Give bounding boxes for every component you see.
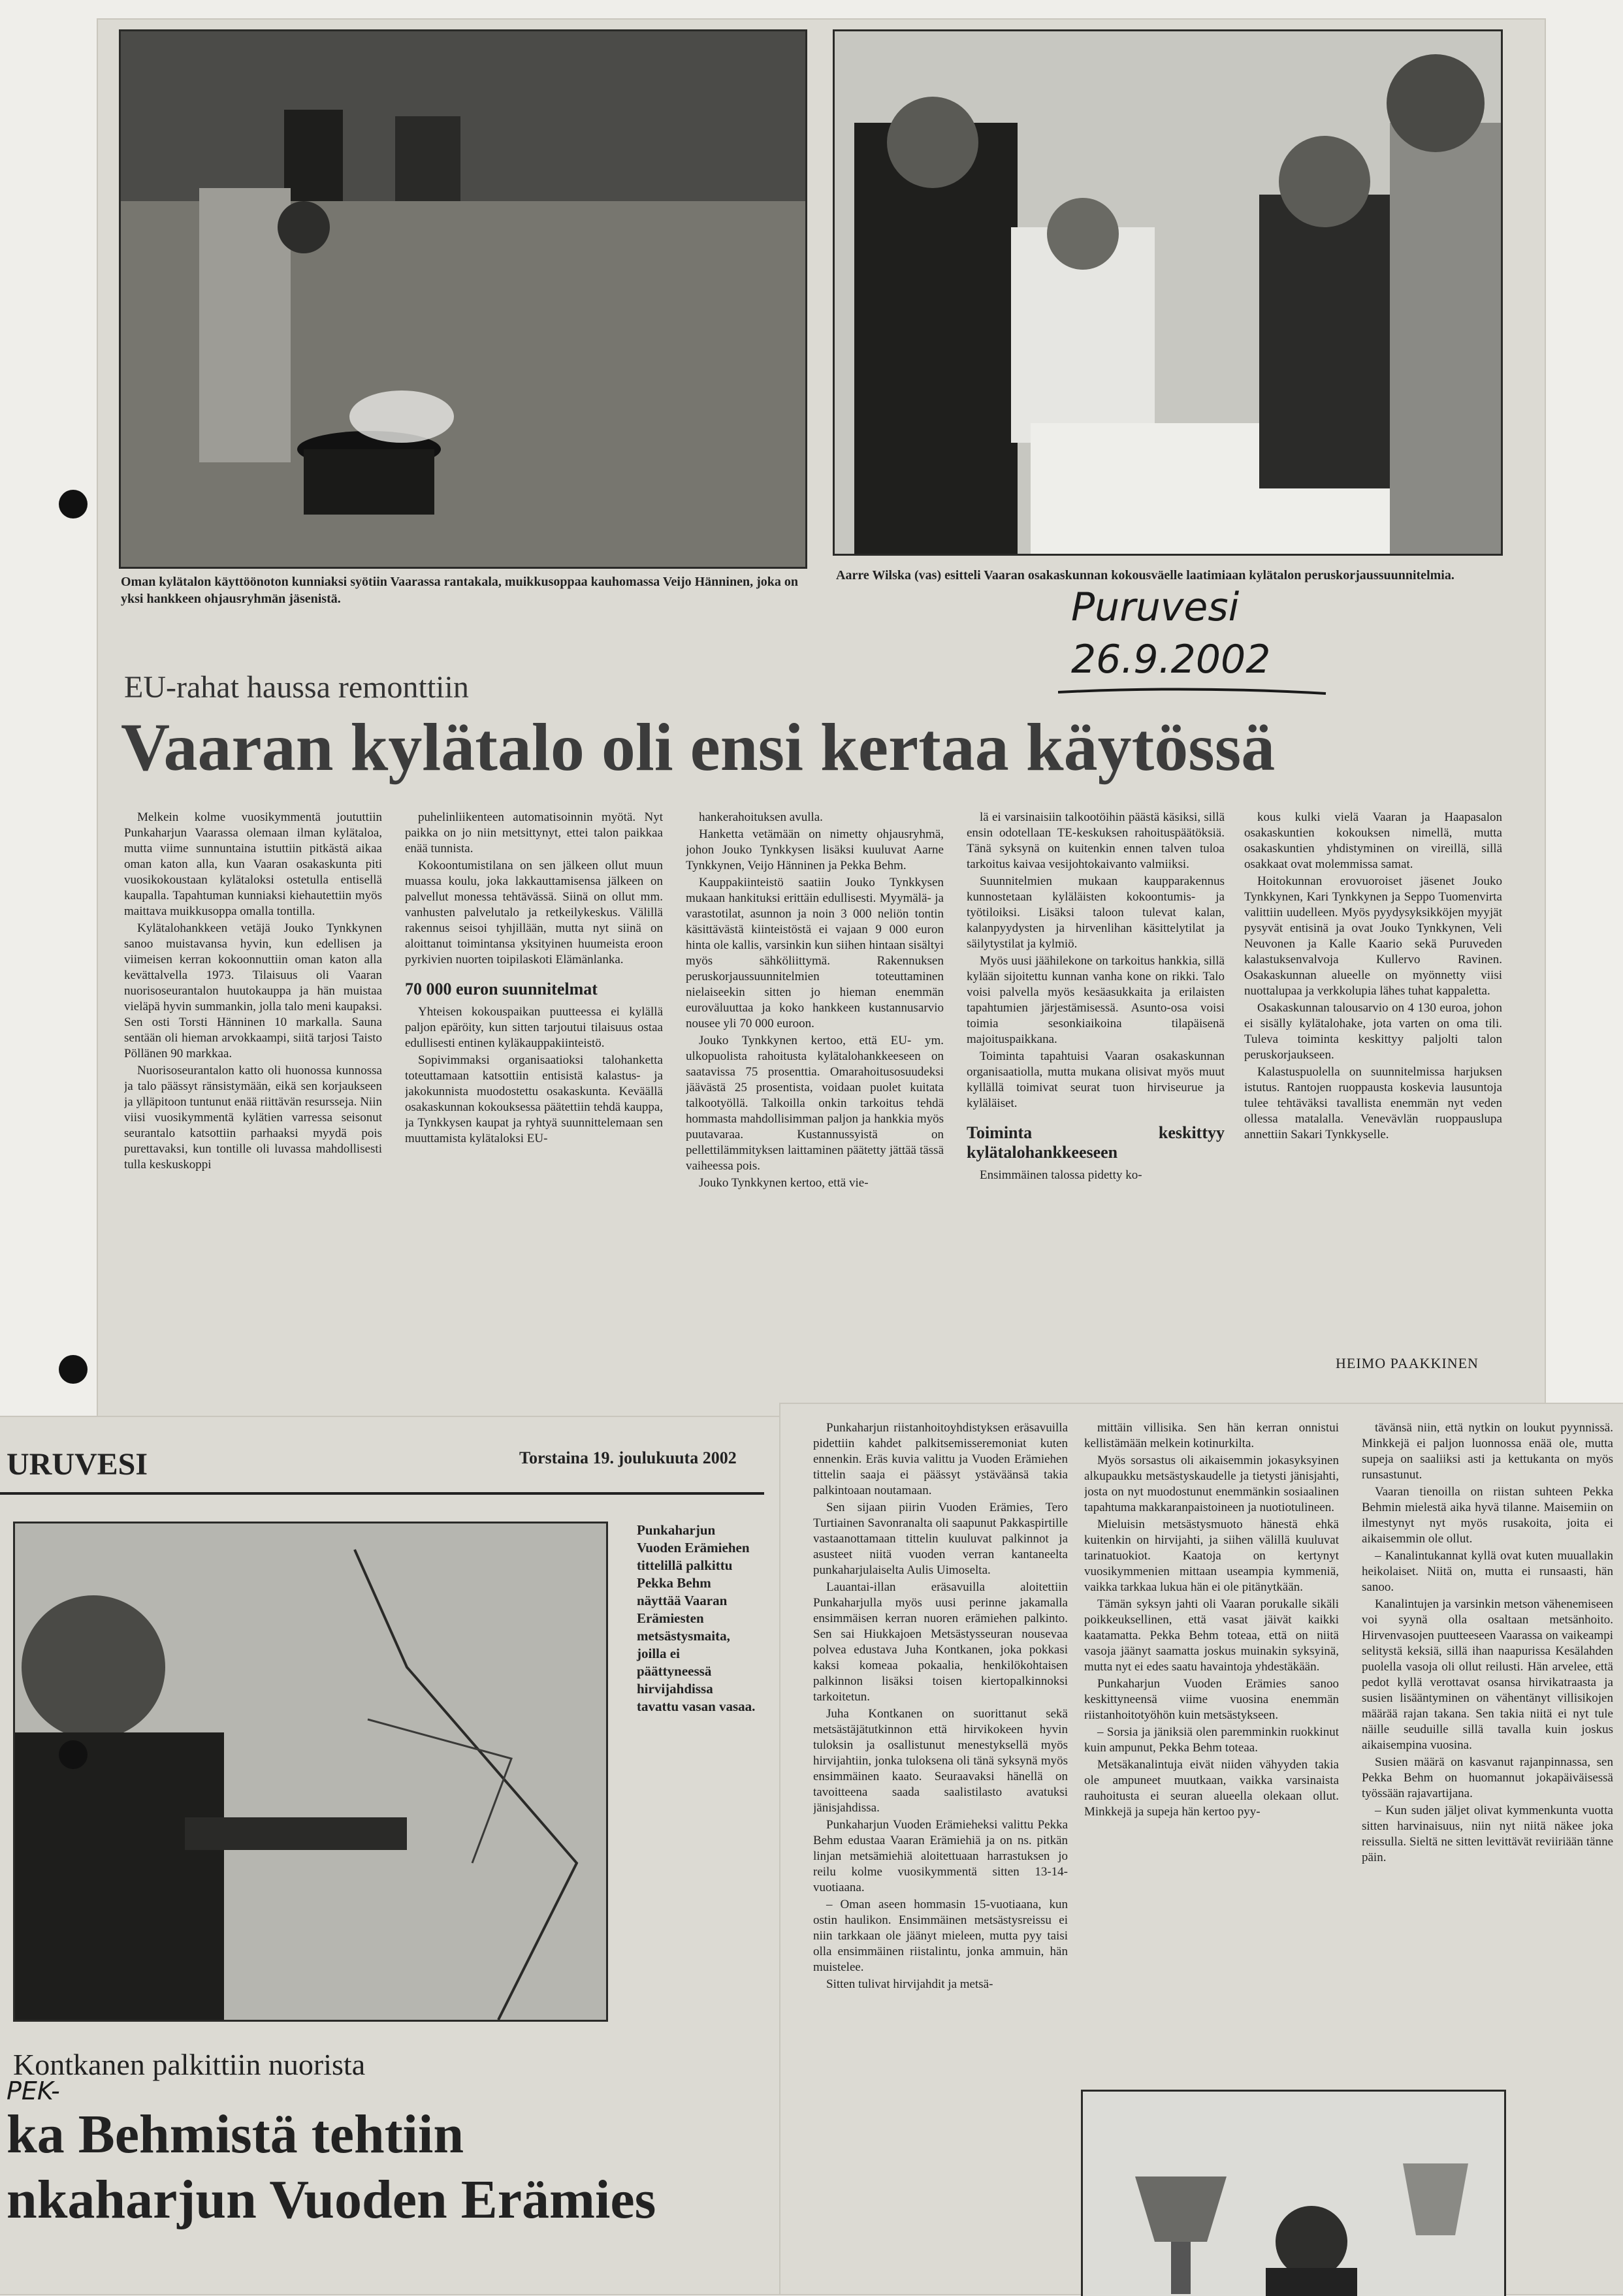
handwriting-underline bbox=[1058, 686, 1332, 699]
photo-caption-right: Aarre Wilska (vas) esitteli Vaaran osakaskunnan kokousväelle laatimiaan kylätalon peruskorjaussuunnitelmia. bbox=[836, 568, 1454, 582]
paragraph: Kokoontumistilana on sen jälkeen ollut muun muassa koulu, joka lakkauttamisensa jälkeen on palvellut monessa tehtävässä. Siinä on ollut mm. vanhusten palvelutalo ja retkeilykeskus. Välillä rakennus seisoi tyhjillään, mutta nyt siinä on aloittanut toimintansa yksityinen huumeista eroon pyrkivien nuorten toipilaskoti Elämänlanka. bbox=[405, 859, 663, 966]
paragraph: tävänsä niin, että nytkin on loukut pyynnissä. Minkkejä ei paljon luonnossa enää ole, mutta supeja on saaliiksi asti ja kettukanta on myös runsastunut. bbox=[1362, 1421, 1613, 1482]
paragraph: Sitten tulivat hirvijahdit ja metsä- bbox=[826, 1977, 993, 1991]
paragraph: puhelinliikenteen automatisoinnin myötä. Nyt paikka on jo niin metsittynyt, ettei talon paikkaa enää tunnista. bbox=[405, 810, 663, 855]
masthead-rule bbox=[0, 1492, 764, 1495]
paragraph: Toiminta tapahtuisi Vaaran osakaskunnan organisaatiolla, mutta mukana olisivat myös muut kyllällä toimivat seurat tuon hirviseurue ja kyläläiset. bbox=[967, 1049, 1225, 1110]
article2-kicker: Kontkanen palkittiin nuorista bbox=[13, 2048, 366, 2081]
paragraph: Jouko Tynkkynen kertoo, että vie- bbox=[699, 1176, 869, 1190]
paragraph: mittäin villisika. Sen hän kerran onnistui kellistämään melkein kotinurkilta. bbox=[1084, 1421, 1339, 1450]
paragraph: Myös uusi jäähilekone on tarkoitus hankkia, sillä kylään sijoitettu kunnan vanha kone on rikki. Talo voisi palvella myös kesäasukkaita ja erilaisten tapahtumien järjestämisessä. Asunto-osa voisi toimia sesonkiaikoina tilapäisenä majoituspaikkana. bbox=[967, 954, 1225, 1046]
paragraph: Punkaharjun Vuoden Erämieheksi valittu Pekka Behm edustaa Vaaran Erämiehiä ja on ns. pitkän linjan metsämiehiä aloitettuaan harrastuksen jo reilu kolme vuosikymmentä sitten 13-14-vuotiaana. bbox=[813, 1818, 1068, 1894]
paragraph: Tämän syksyn jahti oli Vaaran porukalle sikäli poikkeuksellinen, että vasat jäivät kaikki kaatamatta. Pekka Behm toteaa, että on niitä vasoja jäänyt saamatta joskus muinakin syksyinä, mutta nyt ei edes saatu havaintoja yhdestäkään. bbox=[1084, 1597, 1339, 1674]
paragraph: Jouko Tynkkynen kertoo, että EU- ym. ulkopuolista rahoitusta kylätalohankkeeseen on saatavissa 75 prosenttia. Omarahoitusosuudeksi jäävästä 25 prosentista, voidaan puolet kuitata talkootyöllä. Talkoilla onkin tarkoitus tehdä hommasta mahdollisimman paljon ja hankkia myös puutavaraa. Kustannussyistä on pellettilämmityksen laittaminen päätetty jättää tässä vaiheessa pois. bbox=[686, 1034, 944, 1173]
paragraph: – Kun suden jäljet olivat kymmenkunta vuotta sitten harvinaisuus, niin nyt niitä näkee joka reissulla. Sieltä ne sitten levittävät reviiriään tänne päin. bbox=[1362, 1804, 1613, 1864]
photo-map-pointing bbox=[13, 1522, 608, 2022]
paragraph: Juha Kontkanen on suorittanut sekä metsästäjätutkinnon että hirvikokeen hyvin tuloksin ja osallistunut menestyksellä myös hirvijahtiin, jonka tuloksena oli tänä syksynä myös ensimmäinen kaato. Seuraavaksi hänellä on tavoitteena saada saalistilasto avatuksi jänisjahdissa. bbox=[813, 1707, 1068, 1815]
paragraph: Punkaharjun riistanhoitoyhdistyksen eräsavuilla pidettiin kahdet palkitsemisseremoniat kuten ennenkin. Eräs kuvia valittu ja Vuoden Erämiehen tittelin saaja ei päässyt ystäväänsä takia palkintoaan noutamaan. bbox=[813, 1421, 1068, 1497]
subheading: 70 000 euron suunnitelmat bbox=[405, 980, 598, 998]
paragraph: Yhteisen kokouspaikan puutteessa ei kylällä paljon epäröity, kun sitten tarjoutui tilaisuus ostaa edullisesti entinen kyläkauppakiinteistö. bbox=[405, 1005, 663, 1050]
paragraph: Lauantai-illan eräsavuilla aloitettiin Punkaharjulla myös uusi perinne jakamalla ensimmäisen kerran nuoren erämiehen palkinto. Sen sai Hiukkajoen Metsästysseuran nousevaa polvea edustava Juha Kontkanen, joka pokkasi kaksi komeaa pokaalia, henkilökohtaisen palkinnon lisäksi toisen kiertopalkinnoksi tarkoitetun. bbox=[813, 1580, 1068, 1704]
paragraph: lä ei varsinaisiin talkootöihin päästä käsiksi, sillä ensin odotellaan TE-keskuksen rahoituspäätöksiä. Tänä syksynä on kuitenkin ennen talven tuloa tarkoitus kaivaa vesijohtokaivanto valmiiksi. bbox=[967, 810, 1225, 871]
article2-column-3 bbox=[1362, 1420, 1613, 2073]
paragraph: Melkein kolme vuosikymmentä joututtiin Punkaharjun Vaarassa olemaan ilman kylätaloa, mutta viime sunnuntaina istuttiin pitkästä aikaa oman katon alla, kun Vaaran osakaskunta piti vuosikokoustaan kylätaloksi ostetulla entisellä kaupalla. Tapahtuman kunniaksi kiehautettiin myös maittava muikkusoppa omalla tontilla. bbox=[124, 810, 382, 918]
article2-column-2 bbox=[1084, 1420, 1339, 2073]
paragraph: Nuorisoseurantalon katto oli huonossa kunnossa ja talo päässyt ränsistymään, eikä sen korjaukseen ja ylläpitoon tuntunut enää riittävän resursseja. Niin viisi vuosikymmentä kylätien varressa seisonut seurantalo katsottiin parhaaksi myydä pois purettavaksi, kun tontille oli luvassa mahdollisesti tulla keskuskoppi bbox=[124, 1064, 382, 1172]
article-column-4 bbox=[967, 810, 1225, 1411]
paragraph: Kanalintujen ja varsinkin metson vähenemiseen voi syynä olla osaltaan metsänhoito. Hirvenvasojen puutteeseen Vaarassa on vaikeampi selitystä keksiä, sillä ihan naapurissa Kesälahden puolella vasoja oli ollut reilusti. Hän arvelee, että pedot kyllä verottavat osansa hirvikatraasta ja susien lisääntyminen on vähentänyt villisikojen määrää rajan takana. Sen takia niitä ei nyt tule näille seuduille sillä tavalla kuin joskus aikaisempina vuosina. bbox=[1362, 1597, 1613, 1752]
paragraph: Osakaskunnan talousarvio on 4 130 euroa, johon ei sisälly kylätalohake, jota varten on oma tili. Tuleva toiminta keskittyy paljolti talon peruskorjaukseen. bbox=[1244, 1001, 1502, 1062]
photo-caption-map: Punkaharjun Vuoden Erämiehen tittelillä palkittu Pekka Behm näyttää Vaaran Erämiesten metsästysmaita, joilla ei päättyneessä hirvijahdissa tavattu vasan vasaa. bbox=[637, 1522, 756, 1714]
planning-scene-graphic bbox=[835, 31, 1501, 554]
paragraph: Ensimmäinen talossa pidetty ko- bbox=[980, 1168, 1142, 1182]
handwritten-source: Puruvesi bbox=[1071, 584, 1240, 630]
handwritten-date: 26.9.2002 bbox=[1071, 637, 1271, 682]
photo-fish-soup-cooking bbox=[119, 29, 807, 569]
handwritten-note: PEK- bbox=[7, 2077, 60, 2105]
paragraph: Punkaharjun Vuoden Erämies sanoo keskittyneensä viime vuosina enemmän riistanhoitotyöhön kuin metsästykseen. bbox=[1084, 1677, 1339, 1722]
paragraph: Vaaran tienoilla on riistan suhteen Pekka Behmin mielestä aika hyvä tilanne. Maisemiin on ilmestynyt nyt myös rusakoita, joita ei aikaisemmin ole ollut. bbox=[1362, 1485, 1613, 1546]
paragraph: – Kanalintukannat kyllä ovat kuten muuallakin heikolaiset. Niitä on, mutta ei runsaasti, hän sanoo. bbox=[1362, 1549, 1613, 1594]
paragraph: Kylätalohankkeen vetäjä Jouko Tynkkynen sanoo muistavansa hyvin, kun edellisen ja viimeisen kerran kokoonnuttiin oman katon alla kevättalvella 1973. Tilaisuus oli Vaaran nuorisoseurantalon huutokauppa ja hän muistaa vieläpä hyvin summankin, jolla talo meni kaupaksi. Sen osti Torsti Hänninen 10 markalla. Sauna sentään oli hieman arvokkaampi, siitä tarjosi Taisto Pöllänen 90 markkaa. bbox=[124, 921, 382, 1060]
cooking-scene-graphic bbox=[121, 31, 805, 567]
map-scene-graphic bbox=[15, 1523, 606, 2020]
photo-renovation-plans bbox=[833, 29, 1503, 556]
paragraph: Susien määrä on kasvanut rajanpinnassa, sen Pekka Behm on huomannut jokapäiväisessä työssään rajavartijana. bbox=[1362, 1755, 1613, 1800]
paragraph: hankerahoituksen avulla. bbox=[699, 810, 823, 824]
punch-hole bbox=[59, 490, 88, 518]
article-column-1 bbox=[124, 810, 382, 1411]
paragraph: – Oman aseen hommasin 15-vuotiaana, kun ostin haulikon. Ensimmäinen metsästysreissu ei niin tarkkaan ole jäänyt mieleen, mutta pyy taisi olla ensimmäinen riistalintu, jonka ammuin, hän muistelee. bbox=[813, 1898, 1068, 1974]
byline: HEIMO PAAKKINEN bbox=[1336, 1355, 1479, 1371]
article-column-3 bbox=[686, 810, 944, 1411]
newspaper-date: Torstaina 19. joulukuuta 2002 bbox=[519, 1448, 737, 1467]
article2-headline-line1: ka Behmistä tehtiin bbox=[7, 2104, 464, 2165]
punch-hole bbox=[59, 1740, 88, 1769]
article-headline: Vaaran kylätalo oli ensi kertaa käytössä bbox=[121, 710, 1276, 785]
newspaper-masthead: URUVESI bbox=[7, 1447, 148, 1482]
paragraph: Kauppakiinteistö saatiin Jouko Tynkkysen mukaan hankituksi erittäin edullisesti. Myymälä- ja varastotilat, asunnon ja noin 3 000 neliön tontin käsittävästä kiinteistöstä ei vajaan 9 000 euron hinta ole kallis, varsinkin kun siihen hintaan sisältyi myös sähköliittymä. Rakennuksen peruskorjaussuunnitelmien toteuttaminen nielaiseekin sitten jo hieman enemmän euroväluuttaa ja koko hankkeen kustannusarvio nousee yli 70 000 euroon. bbox=[686, 876, 944, 1030]
paragraph: Metsäkanalintuja eivät niiden vähyyden takia ole ampuneet muutkaan, vaikka varsinaista rauhoitusta ei seuran alueella olekaan ollut. Minkkejä ja supeja hän kertoo pyy- bbox=[1084, 1758, 1339, 1819]
photo-caption-left: Oman kylätalon käyttöönoton kunniaksi syötiin Vaarassa rantakala, muikkusoppaa kauhomassa Veijo Hänninen, joka on yksi hankkeen ohjausryhmän jäsenistä. bbox=[121, 575, 798, 606]
paragraph: Hoitokunnan erovuoroiset jäsenet Jouko Tynkkynen, Kari Tynkkynen ja Seppo Tuomenvirta valittiin uudelleen. Myös pyydysyksikköjen myyjät pysyvät entisinä ja ovat Jouko Tynkkynen, Veli Neuvonen ja Kalle Kaario sekä Puruveden kalastuksenvalvoja Kullervo Ravinen. Osakaskunnan alueelle on myönnetty viisi nuottalupaa ja verkkolupia lähes tuhat kappaletta. bbox=[1244, 874, 1502, 998]
paragraph: Kalastuspuolella on suunnitelmissa harjuksen istutus. Rantojen ruoppausta koskevia lausuntoja tulee tehtäväksi tavallista enemmän nyt veden ollessa matalalla. Venevävlän ruoppauslupa annettiin Sakari Tynkkyselle. bbox=[1244, 1065, 1502, 1141]
article2-column-1 bbox=[813, 1420, 1068, 2289]
photo-trophy-winner bbox=[1081, 2090, 1506, 2296]
paragraph: Suunnitelmien mukaan kaupparakennus kunnostetaan kyläläisten kokoontumis- ja työtiloiksi. Lisäksi taloon tulevat kalan, kalanpyydysten ja hirvenlihan käsittelytilat ja säilytystilat ja kylmiö. bbox=[967, 874, 1225, 951]
paragraph: kous kulki vielä Vaaran ja Haapasalon osakaskuntien kokouksen nimellä, mutta osakaskuntien yhdistyminen on vireillä, sillä osakkaat ovat molemmissa samat. bbox=[1244, 810, 1502, 871]
punch-hole bbox=[59, 1355, 88, 1384]
paragraph: Hanketta vetämään on nimetty ohjausryhmä, johon Jouko Tynkkysen lisäksi kuuluvat Aarne Tynkkynen, Veijo Hänninen ja Pekka Behm. bbox=[686, 827, 944, 872]
article-column-2 bbox=[405, 810, 663, 1411]
paragraph: Myös sorsastus oli aikaisemmin jokasyksyinen alkupaukku metsästyskaudelle ja tietysti jänisjahti, josta on nyt muodostunut enemmänkin sosiaalinen tapahtuma makkaranpaistoineen ja nuotiotulineen. bbox=[1084, 1454, 1339, 1514]
article2-headline-line2: nkaharjun Vuoden Erämies bbox=[7, 2169, 656, 2230]
subheading: Toiminta keskittyy kylätalohankkeeseen bbox=[967, 1123, 1225, 1162]
paragraph: Sen sijaan piirin Vuoden Erämies, Tero Turtiainen Savonranalta oli saapunut Pakkaspirtille vastaanottamaan tittelin kuuluvat palkinnot ja asusteet niitä vuoden verran kantaneelta punkaharjulaiselta Aulis Uimoselta. bbox=[813, 1501, 1068, 1577]
paragraph: Sopivimmaksi organisaatioksi talohanketta toteuttamaan katsottiin entisistä kalastus- ja jakokunnista muodostettu osakaskunta. Keväällä osakaskunnan kokouksessa päätettiin tehdä kauppa, ja Tynkkysen kaupat ja ryhtyä suunnittelemaan sen muuttamista kylätaloksi EU- bbox=[405, 1053, 663, 1145]
trophy-scene-graphic bbox=[1083, 2092, 1504, 2296]
paragraph: – Sorsia ja jäniksiä olen paremminkin ruokkinut kuin ampunut, Pekka Behm toteaa. bbox=[1084, 1725, 1339, 1755]
article-column-5 bbox=[1244, 810, 1502, 1371]
article-kicker: EU-rahat haussa remonttiin bbox=[124, 670, 469, 705]
paragraph: Mieluisin metsästysmuoto hänestä ehkä kuitenkin on hirvijahti, ja siihen välillä kuuluvat tarinatuokiot. Kaatoja on kertynyt vuosikymmenien mittaan useampia kymmeniä, vaikka tarkkaa lukua hän ei ole pitänytkään. bbox=[1084, 1518, 1339, 1594]
